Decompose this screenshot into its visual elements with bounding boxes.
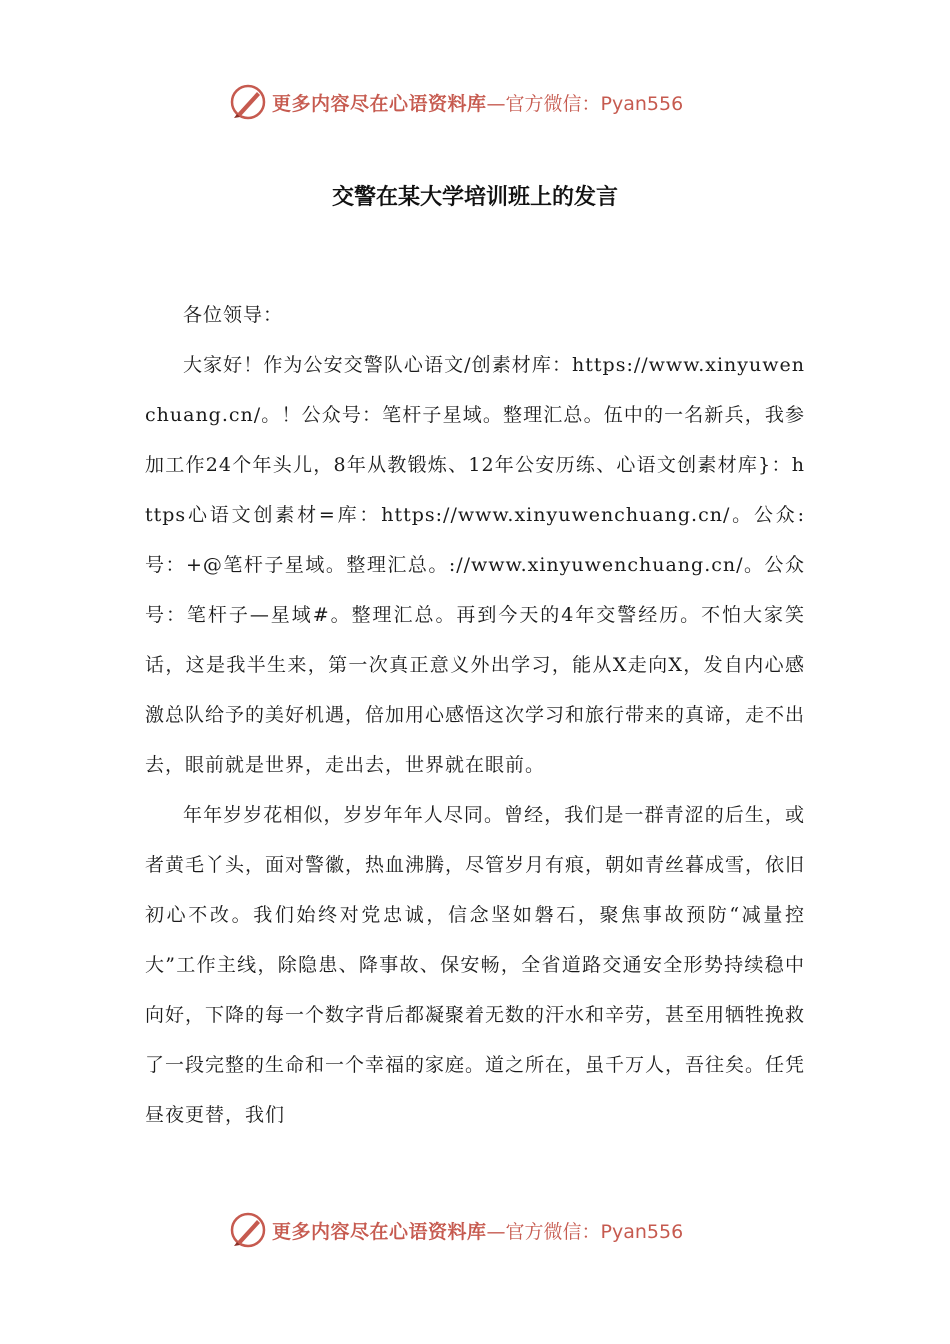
document-body <box>145 290 805 1140</box>
header-watermark <box>228 80 683 124</box>
watermark-text: 更多内容尽在心语资料库 <box>272 1220 487 1243</box>
footer-watermark <box>228 1208 683 1252</box>
paragraph: 年年岁岁花相似，岁岁年年人尽同。曾经，我们是一群青涩的后生，或者黄毛丫头，面对警徽，热血沸腾，尽管岁月有痕，朝如青丝暮成雪，依旧初心不改。我们始终对党忠诚，信念坚如磐石，聚焦事故预防“减量控大”工作主线，除隐患、降事故、保安畅，全省道路交通安全形势持续稳中向好，下降的每一个数字背后都凝聚着无数的汗水和辛劳，甚至用牺牲挽救了一段完整的生命和一个幸福的家庭。道之所在，虽千万人，吾往矣。任凭昼夜更替，我们 <box>145 804 806 1126</box>
paragraph: 大家好！作为公安交警队心语文/创素材库：https://www.xinyuwenchuang.cn/。！公众号：笔杆子星域。整理汇总。伍中的一名新兵，我参加工作24个年头儿，8年从教锻炼、12年公安历练、心语文创素材库}：https心语文创素材=库：https://www.xinyuwenchuang.cn/。公众:号：+@笔杆子星域。整理汇总。://www.xinyuwenchuang.cn/。公众号：笔杆子—星域#。整理汇总。再到今天的4年交警经历。不怕大家笑话，这是我半生来，第一次真正意义外出学习，能从X走向X，发自内心感激总队给予的美好机遇，倍加用心感悟这次学习和旅行带来的真谛，走不出去，眼前就是世界，走出去，世界就在眼前。 <box>145 354 806 776</box>
pen-logo-icon <box>228 82 268 122</box>
pen-logo-icon <box>228 1210 268 1250</box>
document-title: 交警在某大学培训班上的发言 <box>331 185 618 210</box>
watermark-text: 更多内容尽在心语资料库 <box>272 92 487 115</box>
watermark-suffix: —官方微信：Pyan556 <box>486 92 684 115</box>
watermark-suffix: —官方微信：Pyan556 <box>486 1220 684 1243</box>
salutation: 各位领导： <box>183 304 284 326</box>
